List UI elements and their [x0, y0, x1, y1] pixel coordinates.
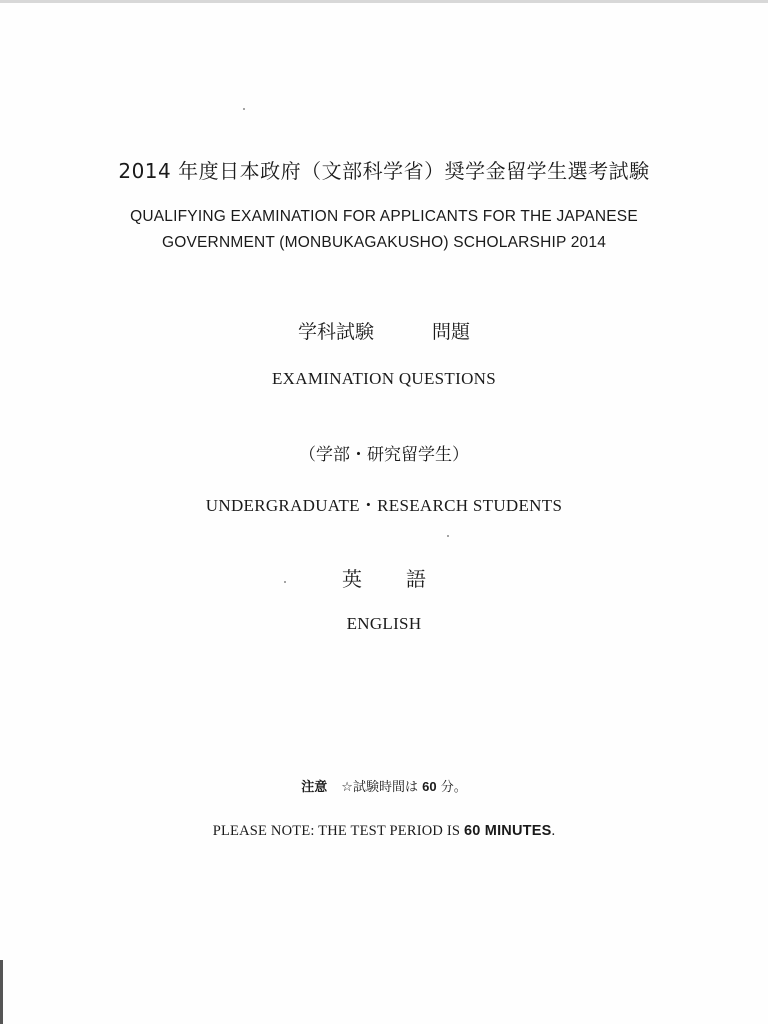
category-english: UNDERGRADUATE・RESEARCH STUDENTS: [205, 496, 563, 515]
notice-japanese-label: 注意: [301, 780, 328, 795]
language-japanese-char-2: 語: [406, 567, 426, 591]
language-english: ENGLISH: [346, 614, 422, 633]
scan-speck: [447, 535, 449, 537]
title-english-line-2: GOVERNMENT (MONBUKAGAKUSHO) SCHOLARSHIP 2014: [161, 234, 607, 251]
title-japanese: 2014 年度日本政府（文部科学省）奨学金留学生選考試験: [118, 159, 650, 183]
scan-speck: [243, 108, 245, 110]
title-english-line-1: QUALIFYING EXAMINATION FOR APPLICANTS FOR THE JAPANESE: [130, 208, 638, 225]
language-japanese-char-1: 英: [342, 567, 362, 591]
notice-english-prefix: PLEASE NOTE: THE TEST PERIOD IS: [212, 823, 461, 839]
notice-japanese: [0, 776, 768, 795]
notice-japanese-suffix: 分。: [440, 780, 467, 795]
notice-english-minutes: 60 MINUTES: [464, 823, 552, 839]
subject-japanese-part-1: 学科試験: [297, 321, 374, 343]
notice-japanese-minutes: 60: [422, 779, 437, 794]
subject-japanese: [0, 317, 768, 344]
scan-edge-left: [0, 960, 3, 1024]
scan-edge-top: [0, 0, 768, 3]
notice-english: [0, 823, 768, 840]
examination-questions-heading: EXAMINATION QUESTIONS: [272, 369, 496, 388]
language-japanese: [0, 563, 768, 592]
notice-english-suffix: .: [551, 823, 556, 839]
notice-japanese-prefix: ☆試験時間は: [341, 780, 418, 795]
category-japanese: （学部・研究留学生）: [299, 445, 469, 465]
subject-japanese-part-2: 問題: [432, 321, 471, 343]
